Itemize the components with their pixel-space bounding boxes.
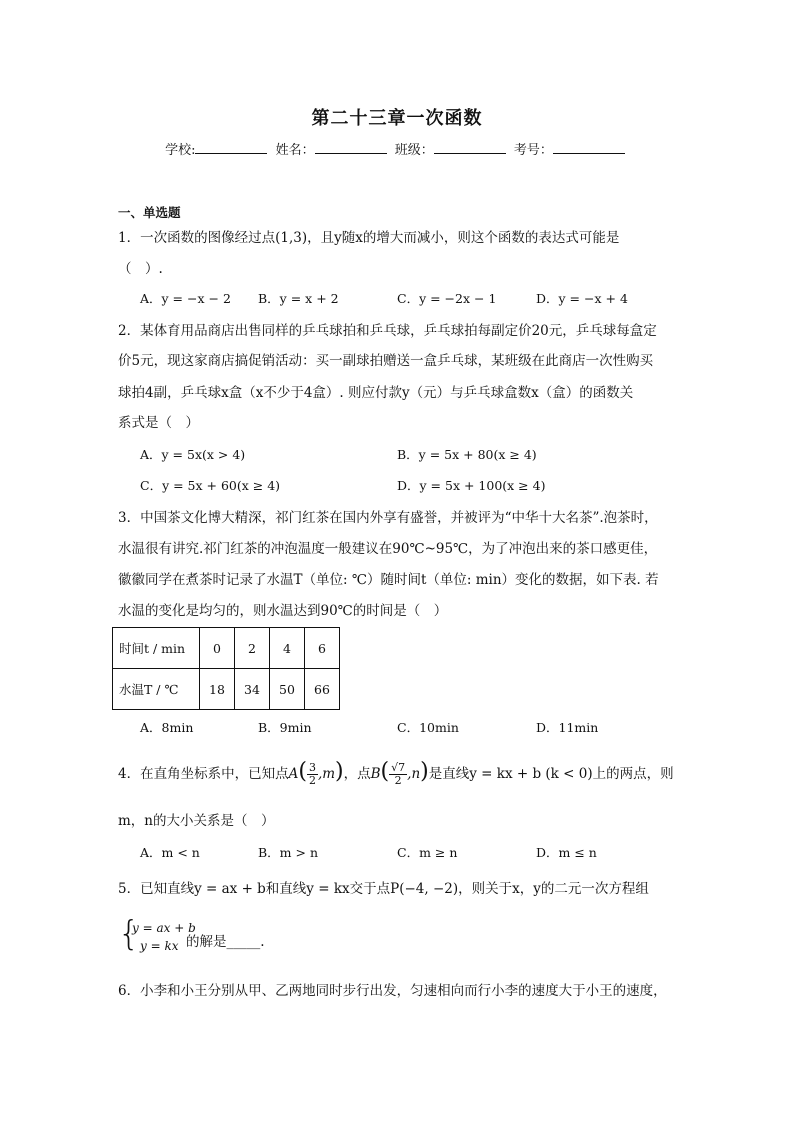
q4-option-c: C．m ≥ n: [397, 845, 458, 860]
table-cell: 2: [235, 628, 270, 669]
q1-option-b: B．y = x + 2: [258, 291, 339, 306]
q4-fraction-b-num: √7: [391, 761, 406, 774]
section-heading: 一、单选题: [118, 205, 181, 220]
table-cell: 66: [305, 669, 340, 710]
q2-stem-line3: 球拍4副，乒乓球x盒（x不少于4盒）. 则应付款y（元）与乒乓球盒数x（盒）的函数关: [118, 385, 634, 401]
class-blank: [434, 141, 506, 154]
q4-fraction-a-num: 3: [308, 761, 316, 774]
q5-equation-1: y = ax + b: [132, 921, 196, 935]
table-cell: 50: [270, 669, 305, 710]
q4-option-a: A．m < n: [140, 845, 200, 860]
q4-option-d: D．m ≤ n: [536, 845, 597, 860]
q4-fraction-a-den: 2: [308, 774, 316, 787]
q3-stem-line2: 水温很有讲究.祁门红茶的冲泡温度一般建议在90℃~95℃，为了冲泡出来的茶口感更佳，: [118, 541, 658, 557]
table-cell: 0: [200, 628, 235, 669]
q5-brace: {: [118, 914, 140, 954]
q5-equation-2: y = kx: [140, 939, 179, 953]
q2-stem-line1: 2．某体育用品商店出售同样的乒乓球拍和乒乓球，乒乓球拍每副定价20元，乒乓球每盒定: [118, 323, 657, 339]
q3-option-c: C．10min: [397, 720, 459, 735]
q2-stem-line4: 系式是（ ）: [118, 415, 199, 431]
table-cell: 18: [200, 669, 235, 710]
q4-fraction-b-den: 2: [394, 774, 402, 787]
name-blank: [315, 141, 387, 154]
q3-stem-line3: 徽徽同学在煮茶时记录了水温T（单位: ℃）随时间t（单位: min）变化的数据，如下表. 若: [118, 572, 659, 588]
q4-fraction-a: [307, 762, 318, 787]
q1-stem-line1: 1．一次函数的图像经过点(1,3)，且y随x的增大而减小，则这个函数的表达式可能是: [118, 230, 620, 246]
q1-option-c: C．y = −2x − 1: [397, 291, 497, 306]
q4-paren-open-b: (: [380, 759, 390, 784]
table-cell: 34: [235, 669, 270, 710]
page-title: 第二十三章一次函数: [311, 108, 483, 129]
table-row: [113, 669, 340, 710]
q3-stem-line1: 3．中国茶文化博大精深，祁门红茶在国内外享有盛誉，并被评为“中华十大名茶”.泡茶时，: [118, 510, 658, 526]
q4-paren-close-b: ): [420, 759, 429, 784]
q2-option-b: B．y = 5x + 80(x ≥ 4): [397, 447, 537, 462]
class-label: 班级：: [394, 143, 434, 158]
q2-option-c: C．y = 5x + 60(x ≥ 4): [140, 478, 281, 493]
q4-point-a: A: [288, 766, 299, 782]
q5-answer-prompt: 的解是_____.: [186, 934, 265, 950]
table-header-cell: 时间t / min: [113, 628, 200, 669]
q4-point-b: B: [370, 766, 381, 782]
q4-paren-open: (: [298, 759, 307, 784]
q3-data-table: [112, 627, 340, 710]
q4-paren-close: ): [335, 759, 344, 784]
q3-option-a: A．8min: [140, 720, 194, 735]
q1-stem-line2: （ ）.: [118, 261, 163, 277]
q1-option-d: D．y = −x + 4: [536, 291, 628, 306]
q4-option-b: B．m > n: [258, 845, 319, 860]
school-label: 学校:: [165, 143, 196, 158]
table-cell: 6: [305, 628, 340, 669]
student-info-line: [0, 139, 794, 158]
name-label: 姓名：: [275, 143, 315, 158]
q4-text-mid: ，点: [343, 766, 371, 782]
q5-stem-line1: 5．已知直线y = ax + b和直线y = kx交于点P(−4, −2)，则关于x，y的二元一次方程组: [118, 881, 649, 897]
q4-fraction-b: [389, 762, 407, 787]
q4-text-pre: 4．在直角坐标系中，已知点: [118, 766, 289, 782]
q4-b-tail: ,n: [407, 766, 421, 782]
q4-stem-line2: m，n的大小关系是（ ）: [118, 813, 275, 829]
table-row: [113, 628, 340, 669]
school-blank: [195, 141, 267, 154]
number-blank: [553, 141, 625, 154]
q4-text-post: 是直线y = kx + b (k < 0)上的两点，则: [428, 766, 674, 782]
q2-stem-line2: 价5元，现这家商店搞促销活动：买一副球拍赠送一盒乒乓球，某班级在此商店一次性购买: [118, 353, 654, 369]
q3-stem-line4: 水温的变化是均匀的，则水温达到90℃的时间是（ ）: [118, 603, 448, 619]
q6-stem-line1: 6．小李和小王分别从甲、乙两地同时步行出发，匀速相向而行小李的速度大于小王的速度，: [118, 983, 667, 999]
q3-option-b: B．9min: [258, 720, 312, 735]
table-cell: 4: [270, 628, 305, 669]
q4-stem-line1: [118, 759, 674, 787]
number-label: 考号：: [513, 143, 553, 158]
q2-option-a: A．y = 5x(x > 4): [140, 447, 246, 462]
q2-option-d: D．y = 5x + 100(x ≥ 4): [397, 478, 546, 493]
q3-option-d: D．11min: [536, 720, 599, 735]
q4-a-tail: ,m: [317, 766, 336, 782]
q1-option-a: A．y = −x − 2: [140, 291, 231, 306]
table-header-cell: 水温T / ℃: [113, 669, 200, 710]
